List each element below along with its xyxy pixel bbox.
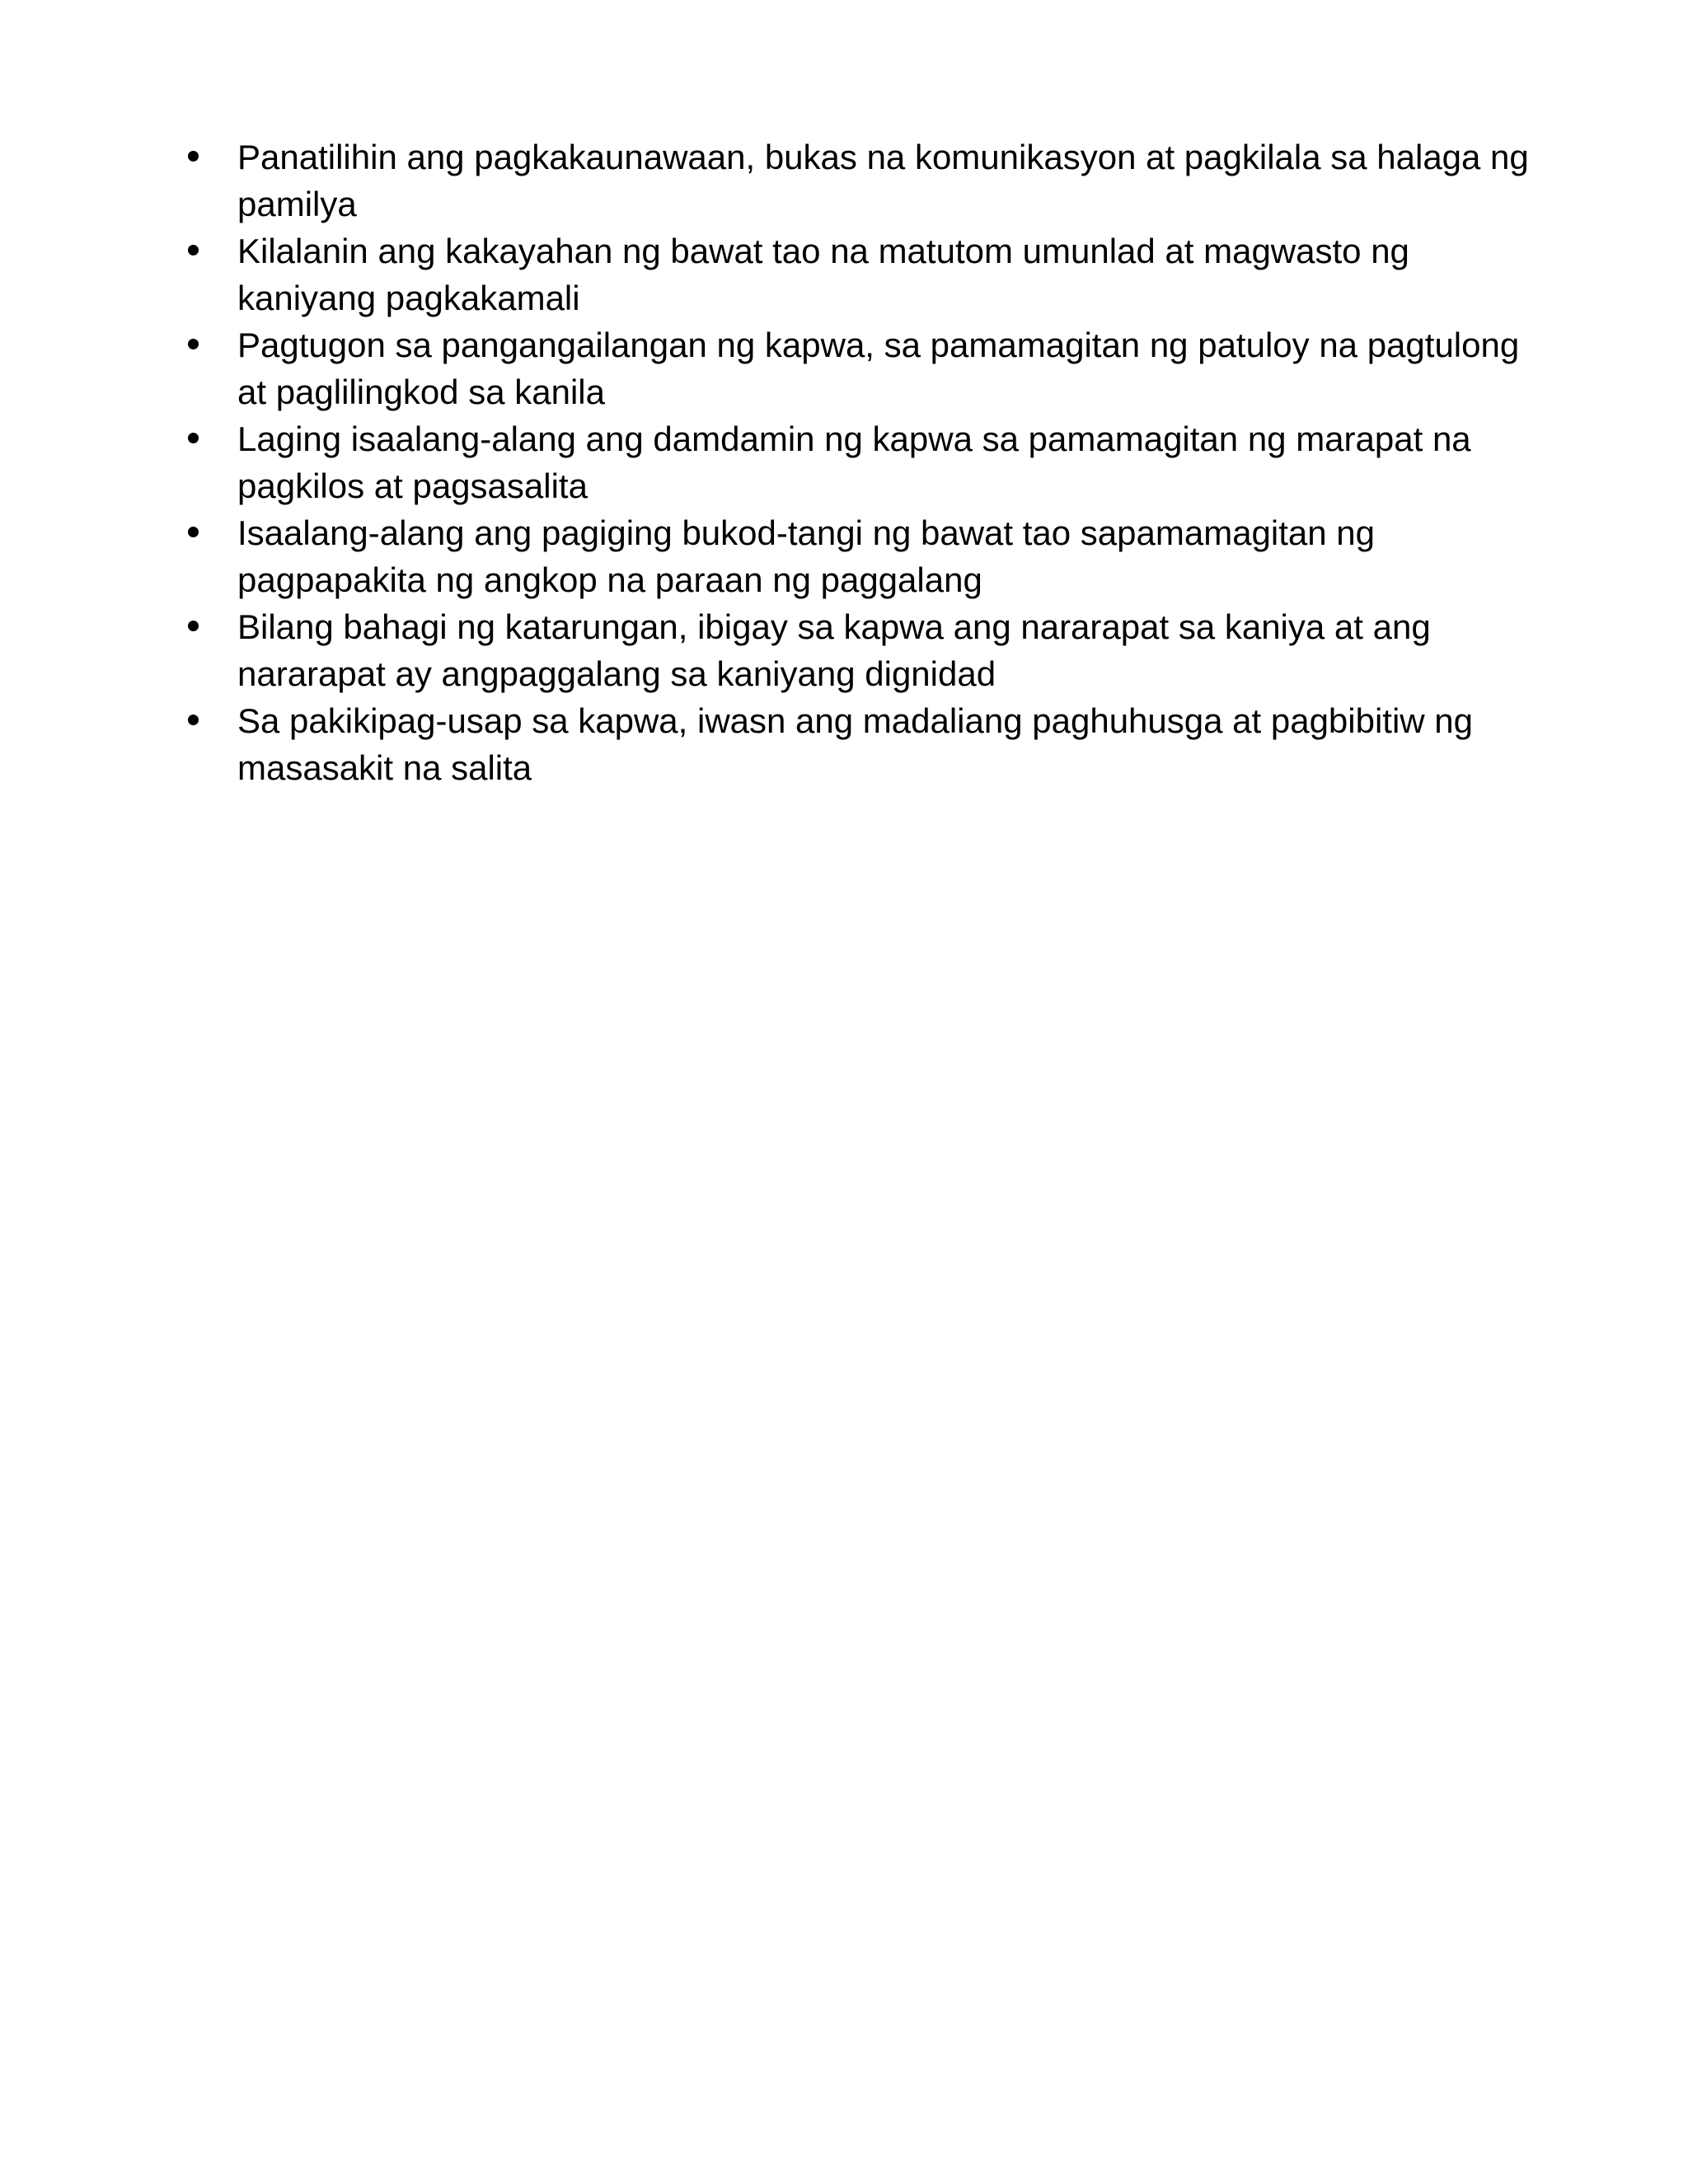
bullet-icon bbox=[188, 621, 199, 631]
list-item-text: Sa pakikipag-usap sa kapwa, iwasn ang madaliang paghuhusga at pagbibitiw ng masasakit na salita bbox=[237, 701, 1474, 787]
bullet-icon bbox=[188, 151, 199, 162]
list-item bbox=[188, 227, 1540, 321]
bullet-icon bbox=[188, 339, 199, 349]
list-item bbox=[188, 603, 1540, 697]
list-item bbox=[188, 134, 1540, 227]
bullet-list bbox=[188, 134, 1540, 791]
list-item bbox=[188, 321, 1540, 415]
bullet-icon bbox=[188, 433, 199, 443]
list-item bbox=[188, 415, 1540, 509]
bullet-icon bbox=[188, 715, 199, 725]
list-item bbox=[188, 509, 1540, 603]
list-item bbox=[188, 697, 1540, 791]
list-item-text: Kilalanin ang kakayahan ng bawat tao na matutom umunlad at magwasto ng kaniyang pagkakamali bbox=[237, 232, 1409, 317]
bullet-icon bbox=[188, 245, 199, 255]
list-item-text: Bilang bahagi ng katarungan, ibigay sa kapwa ang nararapat sa kaniya at ang nararapat ay angpaggalang sa kaniyang dignidad bbox=[237, 607, 1431, 693]
list-item-text: Isaalang-alang ang pagiging bukod-tangi ng bawat tao sapamamagitan ng pagpapakita ng angkop na paraan ng paggalang bbox=[237, 513, 1376, 599]
list-item-text: Laging isaalang-alang ang damdamin ng kapwa sa pamamagitan ng marapat na pagkilos at pagsasalita bbox=[237, 419, 1471, 505]
bullet-icon bbox=[188, 527, 199, 537]
list-item-text: Panatilihin ang pagkakaunawaan, bukas na komunikasyon at pagkilala sa halaga ng pamilya bbox=[237, 138, 1529, 223]
list-item-text: Pagtugon sa pangangailangan ng kapwa, sa pamamagitan ng patuloy na pagtulong at paglilingkod sa kanila bbox=[237, 326, 1520, 411]
